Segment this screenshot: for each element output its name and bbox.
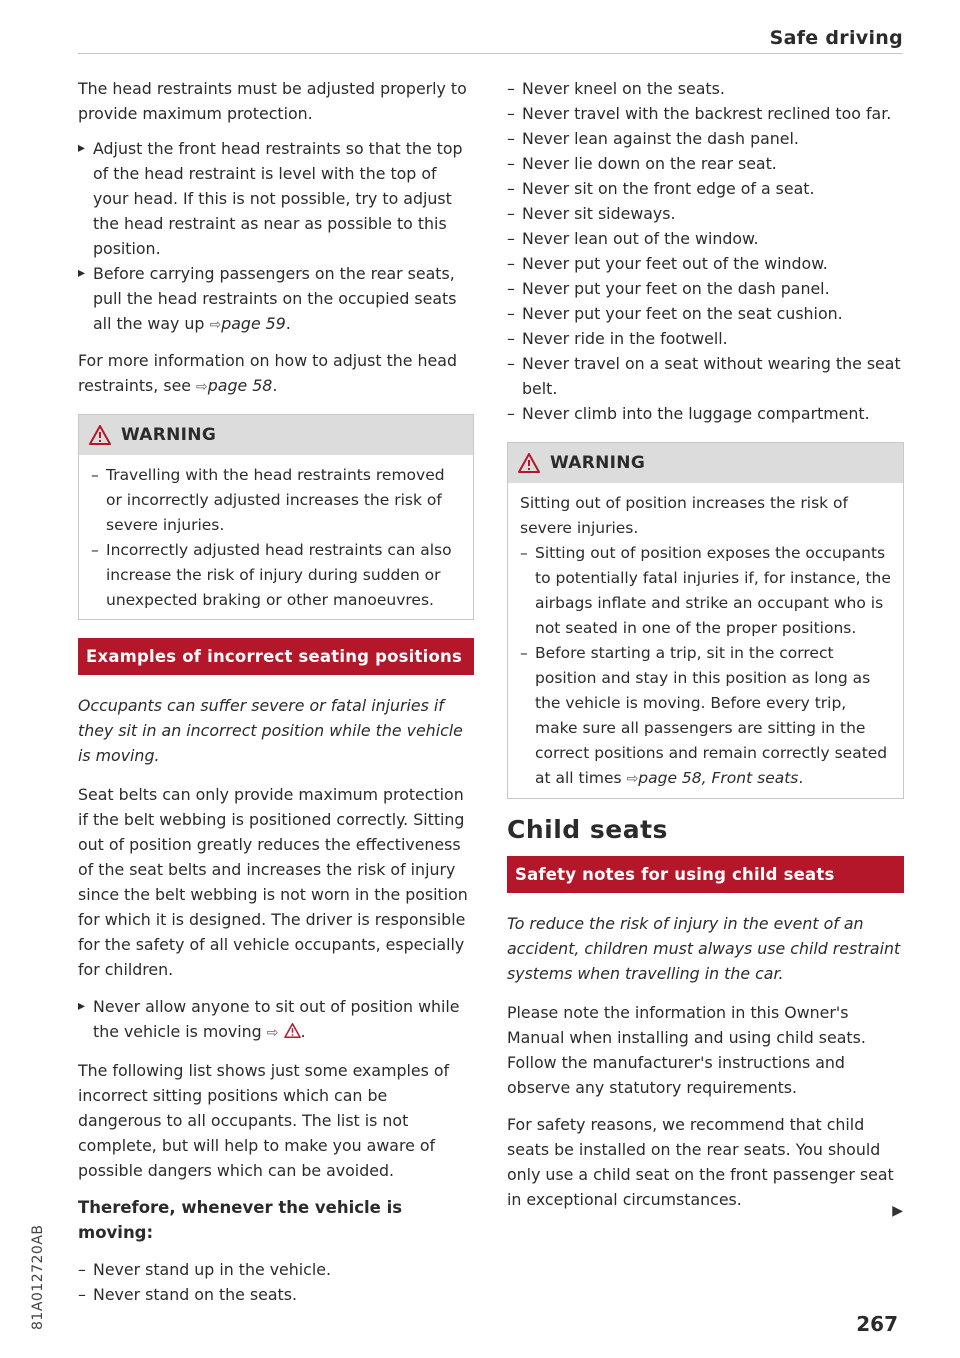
page-header-title: Safe driving [769,27,903,49]
warning-intro: Sitting out of position increases the risk of severe injuries. [520,494,848,537]
step-text: Before carrying passengers on the rear seats, pull the head restraints on the occupied seats all the way up [93,264,457,333]
list-item: – Never put your feet on the dash panel. [507,276,904,301]
step-text: Adjust the front head restraints so that the top of the head restraint is level with the top of your head. If this is not possible, try to adjust the head restraint as near as possible to this position. [93,139,463,258]
paragraph: For safety reasons, we recommend that child seats be installed on the rear seats. You should only use a child seat on the front passenger seat in exceptional circumstances. [507,1115,894,1209]
list-item: – Never travel with the backrest reclined too far. [507,101,904,126]
instruction-step [78,994,474,1046]
warning-header [79,415,473,455]
list-item: – Never kneel on the seats. [507,76,904,101]
punctuation: . [798,769,804,787]
punctuation: . [285,314,291,333]
list-item: – Never sit sideways. [507,201,904,226]
page-number: 267 [856,1312,898,1336]
list-item: – Never travel on a seat without wearing the seat belt. [507,351,904,401]
list-item: – Never ride in the footwell. [507,326,904,351]
page-reference-link[interactable]: page 59 [221,314,286,333]
list-item: – Never lean out of the window. [507,226,904,251]
warning-body [79,455,473,619]
paragraph: Seat belts can only provide maximum protection if the belt webbing is positioned correctly. Sitting out of position greatly reduces the effectiveness of the seat belts and increases the risk of injury since the belt webbing is not worn in the position for which it is designed. The driver is responsible for the safety of all vehicle occupants, especially for children. [78,785,468,979]
list-item: – Never sit on the front edge of a seat. [507,176,904,201]
page-reference-link[interactable]: page 58 [207,376,273,395]
paragraph: The following list shows just some examples of incorrect sitting positions which can be dangerous to all occupants. The list is not complete, but will help to make you aware of possible dangers which can be avoided. [78,1061,450,1180]
list-item: – Never put your feet on the seat cushion. [507,301,904,326]
punctuation: . [272,376,278,395]
continue-arrow-icon[interactable]: ▶ [892,1203,903,1219]
page-reference-link[interactable]: page 58, Front seats [638,769,799,787]
warning-triangle-icon[interactable] [284,1023,301,1038]
paragraph-text: For more information on how to adjust the head restraints, see [78,351,457,395]
paragraph: Please note the information in this Owner's Manual when installing and using child seats. Follow the manufacturer's instructions and observe any statutory requirements. [507,1003,866,1097]
list-item: – Never lie down on the rear seat. [507,151,904,176]
document-code: 81A012720AB [30,1224,46,1330]
list-item: – Never climb into the luggage compartment. [507,401,904,426]
warning-item: – Sitting out of position exposes the occupants to potentially fatal injuries if, for instance, the airbags inflate and strike an occupant who is not seated in one of the proper positions. [520,541,893,641]
list-item: – Never lean against the dash panel. [507,126,904,151]
warning-item-text: Before starting a trip, sit in the correct position and stay in this position as long as the vehicle is moving. Before every trip, make sure all passengers are sitting in the correct positions and remain correctly seated at all times [535,644,888,787]
section-heading: Examples of incorrect seating positions [78,638,474,675]
emphasis-heading: Therefore, whenever the vehicle is moving: [78,1198,403,1242]
right-column [507,76,904,1222]
paragraph: The head restraints must be adjusted properly to provide maximum protection. [78,79,467,123]
warning-item: – Travelling with the head restraints removed or incorrectly adjusted increases the risk of severe injuries. [91,463,463,538]
warning-box [507,442,904,799]
list-item: – Never stand up in the vehicle. [78,1257,474,1282]
warning-triangle-icon [518,453,540,473]
instruction-step [78,261,474,338]
warning-title: WARNING [121,424,217,445]
header-divider [78,53,903,54]
warning-header [508,443,903,483]
instruction-step [78,136,474,261]
punctuation: . [300,1022,306,1041]
warning-item [520,641,893,792]
paragraph [78,348,474,400]
list-item: – Never put your feet out of the window. [507,251,904,276]
section-intro: To reduce the risk of injury in the event of an accident, children must always use child restraint systems when travelling in the car. [507,914,901,983]
warning-body [508,483,903,798]
step-text: Never allow anyone to sit out of position while the vehicle is moving [93,997,460,1041]
reference-arrow-icon: ⇨ [196,379,208,395]
reference-arrow-icon: ⇨ [266,1025,279,1041]
warning-title: WARNING [550,452,646,473]
left-column [78,76,474,1307]
reference-arrow-icon: ⇨ [209,317,222,333]
reference-arrow-icon: ⇨ [626,771,639,787]
warning-triangle-icon [89,425,111,445]
list-item: – Never stand on the seats. [78,1282,474,1307]
section-intro: Occupants can suffer severe or fatal injuries if they sit in an incorrect position while the vehicle is moving. [78,696,463,765]
chapter-title: Child seats [507,815,668,844]
warning-item: – Incorrectly adjusted head restraints can also increase the risk of injury during sudden or unexpected braking or other manoeuvres. [91,538,463,613]
section-heading: Safety notes for using child seats [507,856,904,893]
warning-box [78,414,474,620]
